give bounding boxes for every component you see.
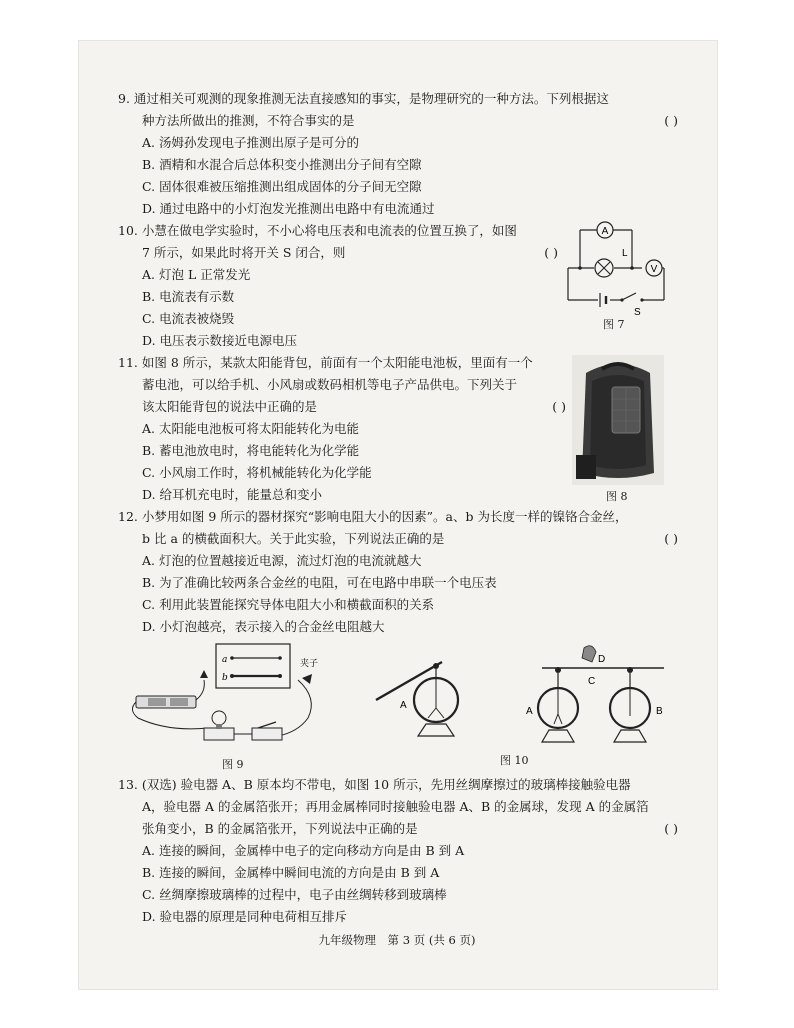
q13-stem-3 (118, 818, 678, 840)
page-footer: 九年级物理 第 3 页 (共 6 页) (318, 933, 476, 947)
q11-stem-3-text: 该太阳能背包的说法中正确的是 (142, 399, 318, 414)
voltmeter-label: V (650, 264, 658, 275)
electroscope-b (610, 667, 650, 742)
figure-8-caption: 图 8 (606, 490, 628, 503)
q9-option-d: D. 通过电路中的小灯泡发光推测出电路中有电流通过 (142, 201, 435, 216)
q13-option-d: D. 验电器的原理是同种电荷相互排斥 (142, 909, 348, 924)
q10-option-c: C. 电流表被烧毁 (142, 311, 235, 326)
label-d: D (598, 654, 606, 665)
q10-option-a: A. 灯泡 L 正常发光 (142, 267, 251, 282)
electroscope-a-right (538, 667, 578, 742)
question-9 (118, 88, 678, 220)
q12-option-b: B. 为了准确比较两条合金丝的电阻，可在电路中串联一个电压表 (142, 575, 497, 590)
q13-option-c: C. 丝绸摩擦玻璃棒的过程中，电子由丝绸转移到玻璃棒 (142, 887, 447, 902)
q9-stem-1: 9. 通过相关可观测的现象推测无法直接感知的事实，是物理研究的一种方法。下列根据这 (118, 91, 609, 106)
wire-b-label: b (222, 673, 228, 683)
wire-a-label: a (222, 655, 228, 665)
figure-8-solar-backpack (572, 355, 664, 485)
figure-10-caption: 图 10 (500, 754, 529, 767)
lamp-symbol (595, 259, 613, 277)
q13-answer-paren: ( ) (664, 821, 678, 836)
q9-stem-2-text: 种方法所做出的推测，不符合事实的是 (142, 113, 355, 128)
q9-answer-paren: ( ) (664, 113, 678, 128)
switch-label: S (634, 307, 641, 318)
q11-stem-3 (118, 396, 566, 418)
label-a-right: A (526, 706, 533, 717)
figure-7-circuit (560, 218, 680, 328)
q13-stem-1: 13. (双选) 验电器 A、B 原本均不带电，如图 10 所示，先用丝绸摩擦过的玻璃棒接触验电器 (118, 777, 631, 792)
lamp-label: L (622, 248, 628, 259)
q9-option-b: B. 酒精和水混合后总体积变小推测出分子间有空隙 (142, 157, 422, 172)
battery-holder (136, 696, 196, 708)
q12-stem-1: 12. 小梦用如图 9 所示的器材探究“影响电阻大小的因素”。a、b 为长度一样的镍铬合金丝， (118, 509, 628, 524)
q9-option-c: C. 固体很难被压缩推测出组成固体的分子间无空隙 (142, 179, 422, 194)
q12-option-d: D. 小灯泡越亮，表示接入的合金丝电阻越大 (142, 619, 385, 634)
q10-stem-2 (118, 242, 558, 264)
bulb-on-base (204, 711, 234, 740)
q13-stem-3-text: 张角变小，B 的金属箔张开，下列说法中正确的是 (142, 821, 418, 836)
q10-stem-1: 10. 小慧在做电学实验时，不小心将电压表和电流表的位置互换了，如图 (118, 223, 517, 238)
q10-option-d: D. 电压表示数接近电源电压 (142, 333, 298, 348)
q9-option-a: A. 汤姆孙发现电子推测出原子是可分的 (142, 135, 359, 150)
figure-9-caption: 图 9 (222, 758, 244, 771)
q10-option-b: B. 电流表有示数 (142, 289, 235, 304)
figure-7-caption: 图 7 (603, 318, 625, 331)
switch-on-base (252, 722, 282, 740)
q10-stem-2-text: 7 所示，如果此时将开关 S 闭合，则 (142, 245, 346, 260)
q12-option-c: C. 利用此装置能探究导体电阻大小和横截面积的关系 (142, 597, 435, 612)
question-10 (118, 220, 558, 352)
q11-stem-2: 蓄电池，可以给手机、小风扇或数码相机等电子产品供电。下列关于 (142, 377, 518, 392)
hand-holder (582, 646, 596, 662)
q11-answer-paren: ( ) (552, 399, 566, 414)
q12-stem-2 (118, 528, 678, 550)
q11-option-b: B. 蓄电池放电时，将电能转化为化学能 (142, 443, 360, 458)
q11-option-a: A. 太阳能电池板可将太阳能转化为电能 (142, 421, 359, 436)
question-13 (118, 774, 678, 928)
q11-option-c: C. 小风扇工作时，将机械能转化为化学能 (142, 465, 372, 480)
glass-rod (376, 662, 442, 700)
figure-10-electroscopes (366, 640, 686, 752)
q12-stem-2-text: b 比 a 的横截面积大。关于此实验，下列说法正确的是 (142, 531, 445, 546)
q12-option-a: A. 灯泡的位置越接近电源，流过灯泡的电流就越大 (142, 553, 422, 568)
q9-stem-2 (118, 110, 678, 132)
q12-answer-paren: ( ) (664, 531, 678, 546)
question-11 (118, 352, 566, 506)
question-12 (118, 506, 678, 638)
clip-label: 夹子 (300, 659, 319, 669)
label-b: B (656, 706, 663, 717)
q11-stem-1: 11. 如图 8 所示，某款太阳能背包，前面有一个太阳能电池板，里面有一个 (118, 355, 533, 370)
q10-answer-paren: ( ) (544, 245, 558, 260)
q11-option-d: D. 给耳机充电时，能量总和变小 (142, 487, 323, 502)
q13-stem-2: A，验电器 A 的金属箔张开；再用金属棒同时接触验电器 A、B 的金属球，发现 A 的金属箔 (142, 799, 649, 814)
ammeter-label: A (601, 226, 609, 237)
q13-option-a: A. 连接的瞬间，金属棒中电子的定向移动方向是由 B 到 A (142, 843, 465, 858)
q13-option-b: B. 连接的瞬间，金属棒中瞬间电流的方向是由 B 到 A (142, 865, 440, 880)
label-c: C (588, 676, 596, 687)
figure-9-apparatus (128, 640, 350, 752)
label-a-left: A (400, 700, 407, 711)
